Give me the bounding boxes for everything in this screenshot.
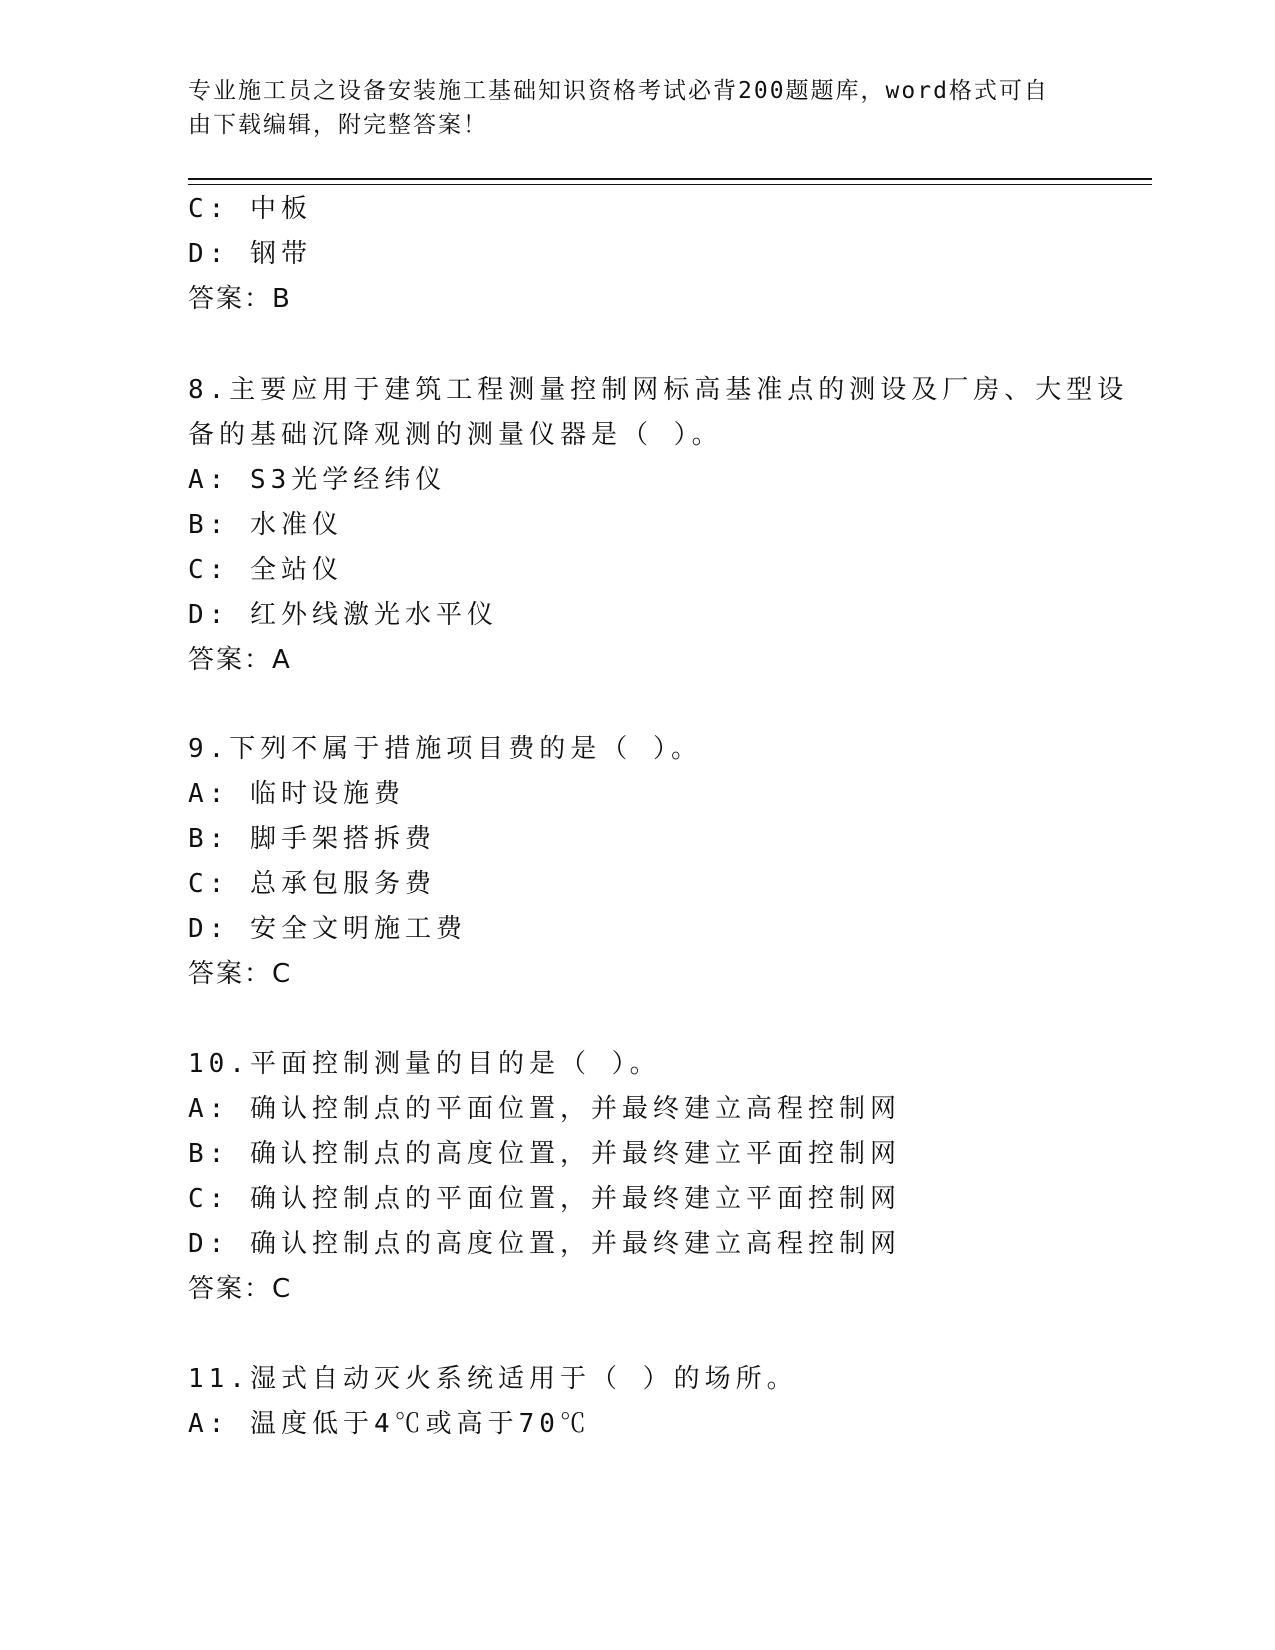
q9-option-c: C: 总承包服务费	[188, 869, 436, 899]
q11-question: 11.湿式自动灭火系统适用于（ ）的场所。	[188, 1364, 798, 1394]
q7-option-d: D: 钢带	[188, 239, 312, 269]
q8-question-line-2: 备的基础沉降观测的测量仪器是（ ）。	[188, 420, 723, 450]
q8-option-d: D: 红外线激光水平仪	[188, 600, 498, 630]
q8-question-line-1: 8.主要应用于建筑工程测量控制网标高基准点的测设及厂房、大型设	[188, 375, 1129, 405]
q10-option-d: D: 确认控制点的高度位置，并最终建立高程控制网	[188, 1229, 901, 1259]
header-rule-thin	[188, 184, 1152, 185]
q8-option-b: B: 水准仪	[188, 510, 343, 540]
q10-option-b: B: 确认控制点的高度位置，并最终建立平面控制网	[188, 1139, 901, 1169]
q10-answer: 答案：C	[188, 1274, 293, 1304]
q8-answer: 答案：A	[188, 645, 292, 675]
q8-option-a: A: S3光学经纬仪	[188, 465, 447, 495]
q9-option-d: D: 安全文明施工费	[188, 914, 467, 944]
q7-answer: 答案：B	[188, 284, 292, 314]
q11-option-a: A: 温度低于4℃或高于70℃	[188, 1409, 591, 1439]
header-rule-thick	[188, 178, 1152, 180]
q9-answer: 答案：C	[188, 959, 293, 989]
q7-option-c: C: 中板	[188, 194, 312, 224]
q9-option-b: B: 脚手架搭拆费	[188, 824, 436, 854]
document-header: 专业施工员之设备安装施工基础知识资格考试必背200题题库，word格式可自由下载编辑，附完整答案！	[188, 78, 1049, 138]
q8-option-c: C: 全站仪	[188, 555, 343, 585]
q9-question: 9.下列不属于措施项目费的是（ ）。	[188, 734, 702, 764]
q10-option-c: C: 确认控制点的平面位置，并最终建立平面控制网	[188, 1184, 901, 1214]
q10-option-a: A: 确认控制点的平面位置，并最终建立高程控制网	[188, 1094, 901, 1124]
q10-question: 10.平面控制测量的目的是（ ）。	[188, 1049, 661, 1079]
q9-option-a: A: 临时设施费	[188, 779, 405, 809]
